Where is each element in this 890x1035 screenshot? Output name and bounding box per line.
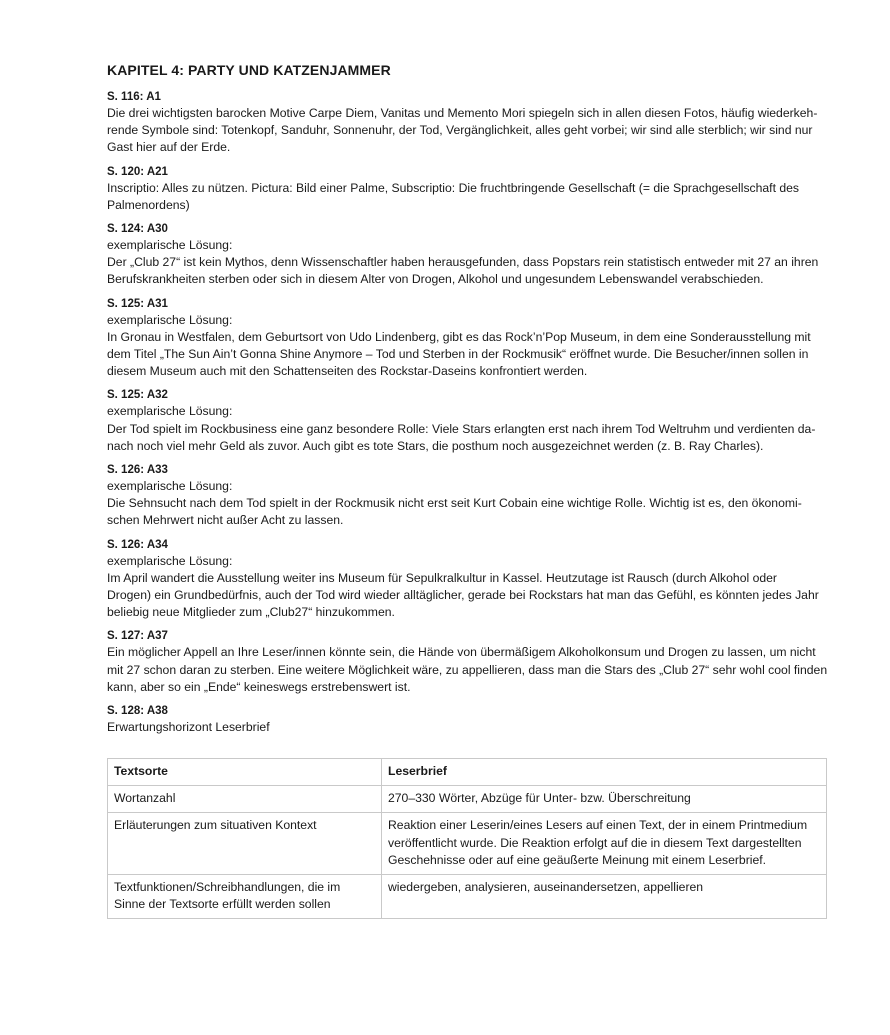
- table-header-leserbrief: Leserbrief: [382, 759, 827, 786]
- section-text-line: Die Sehnsucht nach dem Tod spielt in der Rockmusik nicht erst seit Kurt Cobain eine wichtige Rolle. Wichtig ist es, den ökonomi-: [107, 496, 802, 511]
- table-body: [108, 786, 827, 919]
- table-cell-line: Sinne der Textsorte erfüllt werden sollen: [114, 897, 331, 912]
- table-cell-line: Erläuterungen zum situativen Kontext: [114, 818, 317, 833]
- section-text-line: Der „Club 27“ ist kein Mythos, denn Wissenschaftler haben herausgefunden, dass Popstars rein statistisch entweder mit 27 an ihren: [107, 255, 819, 270]
- section-text-line: exemplarische Lösung:: [107, 479, 233, 494]
- section-text-line: Drogen) ein Grundbedürfnis, auch der Tod wird wieder alltäglicher, gerade bei Rockstars hat man das Gefühl, es könnten jedes Jahr: [107, 588, 819, 603]
- table-cell-description: [382, 875, 827, 919]
- table-cell-line: Textfunktionen/Schreibhandlungen, die im: [114, 880, 341, 895]
- section-text-line: Die drei wichtigsten barocken Motive Carpe Diem, Vanitas und Memento Mori spiegeln sich in allen diesen Fotos, häufig wiederkeh-: [107, 106, 818, 120]
- expectation-table: [107, 758, 827, 919]
- section-text-line: beliebig neue Mitglieder zum „Club27“ hinzukommen.: [107, 605, 395, 620]
- section-text-line: exemplarische Lösung:: [107, 238, 233, 253]
- table-cell-criterion: [108, 786, 382, 813]
- table-cell-criterion: [108, 813, 382, 875]
- answer-section: [107, 387, 829, 455]
- table-cell-criterion: [108, 875, 382, 919]
- table-cell-line: wiedergeben, analysieren, auseinandersetzen, appellieren: [388, 880, 704, 895]
- section-text-line: nach noch viel mehr Geld als zuvor. Auch gibt es tote Stars, die posthum noch ausgezeichnet werden (z. B. Ray Charles).: [107, 438, 764, 453]
- table-header-row: [108, 759, 827, 786]
- section-reference: S. 116: A1: [107, 91, 161, 103]
- answer-section: [107, 89, 829, 157]
- section-text-line: Inscriptio: Alles zu nützen. Pictura: Bild einer Palme, Subscriptio: Die fruchtbringende Gesellschaft (= die Sprachgesellschaft des: [107, 180, 799, 195]
- section-text-line: Der Tod spielt im Rockbusiness eine ganz besondere Rolle: Viele Stars erlangten erst nach ihrem Tod Weltruhm und verdienten da-: [107, 421, 816, 436]
- section-text-line: In Gronau in Westfalen, dem Geburtsort von Udo Lindenberg, gibt es das Rock’n’Pop Museum, in dem eine Sonderausstellung mit: [107, 329, 811, 344]
- section-text-line: exemplarische Lösung:: [107, 312, 233, 327]
- section-text-line: exemplarische Lösung:: [107, 404, 233, 419]
- table-cell-line: veröffentlicht wurde. Die Reaktion erfolgt auf die in diesem Text dargestellten: [388, 835, 802, 850]
- answer-sections: [107, 89, 829, 736]
- answer-section: [107, 221, 829, 289]
- chapter-title: KAPITEL 4: PARTY UND KATZENJAMMER: [107, 62, 391, 78]
- table-row: [108, 813, 827, 875]
- section-text-line: kann, aber so ein „Ende“ keineswegs erstrebenswert ist.: [107, 679, 411, 694]
- table-row: [108, 786, 827, 813]
- section-reference: S. 126: A34: [107, 538, 168, 551]
- section-text-line: schen Mehrwert nicht außer Acht zu lassen.: [107, 513, 344, 528]
- section-text-line: Erwartungshorizont Leserbrief: [107, 720, 270, 735]
- table-cell-line: 270–330 Wörter, Abzüge für Unter- bzw. Überschreitung: [388, 791, 691, 806]
- table-cell-description: [382, 786, 827, 813]
- section-text-line: diesem Museum auch mit den Schattenseiten des Rockstar-Daseins konfrontiert werden.: [107, 364, 588, 379]
- table-cell-line: Wortanzahl: [114, 791, 176, 806]
- section-reference: S. 124: A30: [107, 223, 168, 236]
- answer-section: [107, 462, 829, 530]
- document-page: [107, 62, 829, 743]
- section-text-line: dem Titel „The Sun Ain’t Gonna Shine Anymore – Tod und Sterben in der Rockmusik“ eröffnet wurde. Die Besucher/innen sollen in: [107, 347, 809, 362]
- section-text-line: Palmenordens): [107, 197, 190, 212]
- answer-section: [107, 628, 829, 696]
- section-text-line: Berufskrankheiten sterben oder sich in diesem Alter von Drogen, Alkohol und ungesundem Lebenswandel verabschieden.: [107, 272, 764, 287]
- section-reference: S. 127: A37: [107, 630, 168, 643]
- section-reference: S. 126: A33: [107, 464, 168, 477]
- section-text-line: Im April wandert die Ausstellung weiter ins Museum für Sepulkralkultur in Kassel. Heutzutage ist Rausch (durch Alkohol oder: [107, 570, 777, 585]
- section-text-line: Gast hier auf der Erde.: [107, 140, 231, 155]
- section-reference: S. 120: A21: [107, 165, 168, 178]
- table-cell-line: Reaktion einer Leserin/eines Lesers auf einen Text, der in einem Printmedium: [388, 818, 808, 833]
- section-reference: S. 125: A32: [107, 389, 168, 402]
- section-reference: S. 128: A38: [107, 705, 168, 718]
- table-header-textsorte: Textsorte: [108, 759, 382, 786]
- section-text-line: rende Symbole sind: Totenkopf, Sanduhr, Sonnenuhr, der Tod, Vergänglichkeit, alles geht vorbei; wir sind alle sterblich; wir sind nur: [107, 123, 813, 138]
- table-row: [108, 875, 827, 919]
- answer-section: [107, 703, 829, 736]
- section-reference: S. 125: A31: [107, 297, 168, 310]
- answer-section: [107, 537, 829, 622]
- section-text-line: Ein möglicher Appell an Ihre Leser/innen könnte sein, die Hände von übermäßigem Alkoholkonsum und Drogen zu lassen, um nicht: [107, 645, 816, 660]
- section-text-line: exemplarische Lösung:: [107, 553, 233, 568]
- section-text-line: mit 27 schon daran zu sterben. Eine weitere Möglichkeit wäre, zu appellieren, dass man die Stars des „Club 27“ sehr wohl cool finden: [107, 662, 828, 677]
- table-cell-description: [382, 813, 827, 875]
- answer-section: [107, 164, 829, 214]
- answer-section: [107, 296, 829, 381]
- table-cell-line: Geschehnisse oder auf eine geäußerte Meinung mit einem Leserbrief.: [388, 852, 767, 867]
